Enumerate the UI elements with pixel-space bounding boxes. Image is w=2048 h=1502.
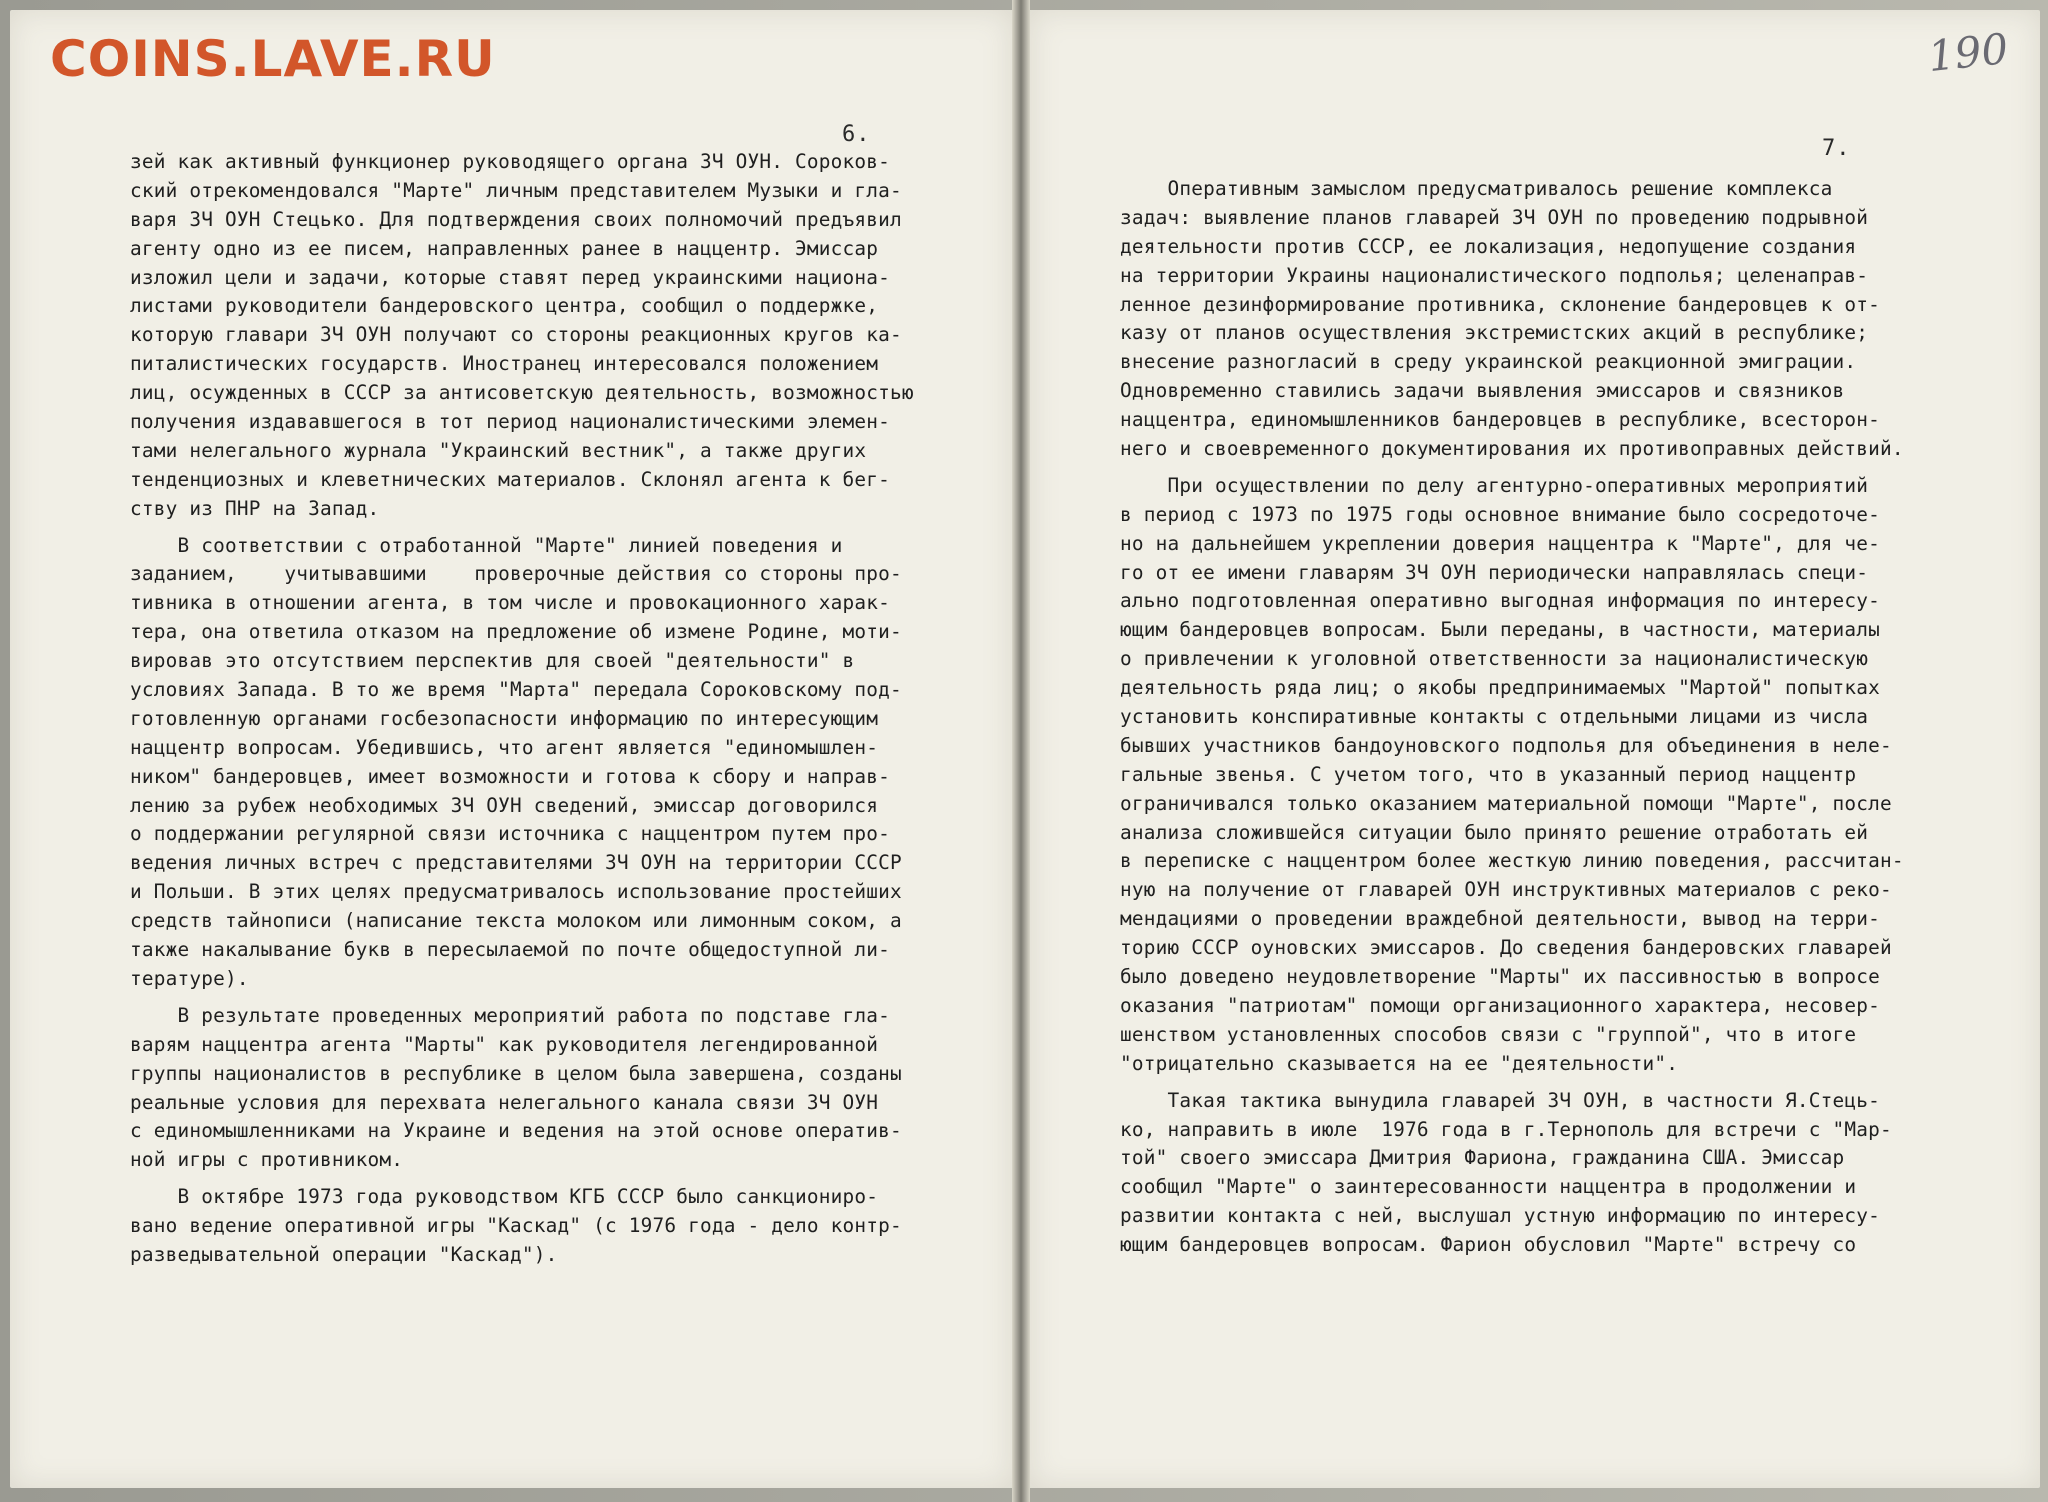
text-line: ству из ПНР на Запад. bbox=[130, 496, 380, 520]
text-line: агенту одно из ее писем, направленных ранее в наццентр. Эмиссар bbox=[130, 236, 879, 260]
text-line: При осуществлении по делу агентурно-оперативных мероприятий bbox=[1120, 473, 1869, 497]
paragraph-gap bbox=[130, 994, 914, 1002]
text-line: группы националистов в республике в целом была завершена, созданы bbox=[130, 1061, 902, 1085]
text-line: и Польши. В этих целях предусматривалось использование простейших bbox=[130, 880, 902, 904]
text-line: развитии контакта с ней, выслушал устную информацию по интересу- bbox=[1120, 1204, 1880, 1228]
paragraph-gap bbox=[130, 524, 914, 532]
text-line: сообщил "Марте" о заинтересованности наццентра в продолжении и bbox=[1120, 1175, 1857, 1199]
text-line: готовленную органами госбезопасности информацию по интересующим bbox=[130, 706, 879, 730]
paragraph bbox=[1120, 175, 1904, 464]
text-line: ленное дезинформирование противника, склонение бандеровцев к от- bbox=[1120, 292, 1880, 316]
book-gutter bbox=[1012, 0, 1030, 1502]
text-line: которую главари ЗЧ ОУН получают со стороны реакционных кругов ка- bbox=[130, 323, 902, 347]
text-line: Такая тактика вынудила главарей ЗЧ ОУН, в частности Я.Стець- bbox=[1120, 1088, 1880, 1112]
text-line: ко, направить в июле 1976 года в г.Тернополь для встречи с "Мар- bbox=[1120, 1117, 1892, 1141]
paragraph-gap bbox=[1120, 1079, 1904, 1087]
left-page-body bbox=[130, 148, 914, 1270]
text-line: мендациями о проведении враждебной деятельности, вывод на терри- bbox=[1120, 907, 1880, 931]
text-line: ной игры с противником. bbox=[130, 1148, 404, 1172]
text-line: него и своевременного документирования их противоправных действий. bbox=[1120, 437, 1904, 461]
text-line: ющим бандеровцев вопросам. Были переданы, в частности, материалы bbox=[1120, 618, 1880, 642]
text-line: тами нелегального журнала "Украинский вестник", а также других bbox=[130, 438, 867, 462]
text-line: В октябре 1973 года руководством КГБ СССР было санкциониро- bbox=[130, 1185, 879, 1209]
page-number: 7. bbox=[1822, 136, 1851, 161]
text-line: о привлечении к уголовной ответственности за националистическую bbox=[1120, 647, 1869, 671]
paragraph-gap bbox=[1120, 464, 1904, 472]
text-line: лиц, осужденных в СССР за антисоветскую деятельность, возможностью bbox=[130, 381, 914, 405]
text-line: В соответствии с отработанной "Марте" линией поведения и bbox=[130, 533, 843, 557]
text-line: торию СССР оуновских эмиссаров. До сведения бандеровских главарей bbox=[1120, 936, 1892, 960]
text-line: "отрицательно сказывается на ее "деятельности". bbox=[1120, 1051, 1679, 1075]
text-line: ведения личных встреч с представителями ЗЧ ОУН на территории СССР bbox=[130, 851, 902, 875]
right-page-body bbox=[1120, 175, 1904, 1260]
text-line: средств тайнописи (написание текста молоком или лимонным соком, а bbox=[130, 909, 902, 933]
text-line: вировав это отсутствием перспектив для своей "деятельности" в bbox=[130, 649, 855, 673]
text-line: го от ее имени главарям ЗЧ ОУН периодически направлялась специ- bbox=[1120, 560, 1869, 584]
text-line: ально подготовленная оперативно выгодная информация по интересу- bbox=[1120, 589, 1880, 613]
text-line: варям наццентра агента "Марты" как руководителя легендированной bbox=[130, 1032, 879, 1056]
text-line: бывших участников бандоуновского подполья для объединения в неле- bbox=[1120, 733, 1892, 757]
text-line: листами руководители бандеровского центра, сообщил о поддержке, bbox=[130, 294, 879, 318]
text-line: реальные условия для перехвата нелегального канала связи ЗЧ ОУН bbox=[130, 1090, 879, 1114]
text-line: оказания "патриотам" помощи организационного характера, несовер- bbox=[1120, 993, 1880, 1017]
text-line: Оперативным замыслом предусматривалось решение комплекса bbox=[1120, 177, 1833, 200]
text-line: тературе). bbox=[130, 966, 249, 990]
paragraph bbox=[1120, 472, 1904, 1079]
handwritten-page-note: 190 bbox=[1925, 23, 2011, 82]
text-line: ющим бандеровцев вопросам. Фарион обусловил "Марте" встречу со bbox=[1120, 1233, 1857, 1257]
page-number: 6. bbox=[842, 122, 871, 147]
text-line: с единомышленниками на Украине и ведения на этой основе оператив- bbox=[130, 1119, 902, 1143]
text-line: тенденциозных и клеветнических материалов. Склонял агента к бег- bbox=[130, 467, 890, 491]
text-line: внесение разногласий в среду украинской реакционной эмиграции. bbox=[1120, 350, 1857, 374]
paragraph-gap bbox=[130, 1175, 914, 1183]
text-line: Одновременно ставились задачи выявления эмиссаров и связников bbox=[1120, 379, 1845, 403]
text-line: также накалывание букв в пересылаемой по почте общедоступной ли- bbox=[130, 938, 890, 962]
text-line: казу от планов осуществления экстремистских акций в республике; bbox=[1120, 321, 1869, 345]
text-line: тера, она ответила отказом на предложение об измене Родине, моти- bbox=[130, 620, 902, 644]
text-line: изложил цели и задачи, которые ставят перед украинскими национа- bbox=[130, 265, 890, 289]
watermark-logo: COINS.LAVE.RU bbox=[50, 30, 496, 88]
text-line: в период с 1973 по 1975 годы основное внимание было сосредоточе- bbox=[1120, 502, 1880, 526]
text-line: получения издававшегося в тот период националистическими элемен- bbox=[130, 410, 890, 434]
text-line: лению за рубеж необходимых ЗЧ ОУН сведений, эмиссар договорился bbox=[130, 793, 879, 817]
paragraph bbox=[130, 1002, 914, 1175]
text-line: на территории Украины националистического подполья; целенаправ- bbox=[1120, 263, 1869, 287]
text-line: той" своего эмиссара Дмитрия Фариона, гражданина США. Эмиссар bbox=[1120, 1146, 1845, 1170]
text-line: условиях Запада. В то же время "Марта" передала Сороковскому под- bbox=[130, 678, 902, 702]
text-line: задач: выявление планов главарей ЗЧ ОУН по проведению подрывной bbox=[1120, 205, 1869, 229]
text-line: в переписке с наццентром более жесткую линию поведения, рассчитан- bbox=[1120, 849, 1904, 873]
text-line: установить конспиративные контакты с отдельными лицами из числа bbox=[1120, 705, 1869, 729]
text-line: шенством установленных способов связи с "группой", что в итоге bbox=[1120, 1022, 1857, 1046]
text-line: ником" бандеровцев, имеет возможности и готова к сбору и направ- bbox=[130, 764, 890, 788]
text-line: В результате проведенных мероприятий работа по подставе гла- bbox=[130, 1003, 890, 1027]
text-line: варя ЗЧ ОУН Стецько. Для подтверждения своих полномочий предъявил bbox=[130, 207, 902, 231]
text-line: деятельность ряда лиц; о якобы предпринимаемых "Мартой" попытках bbox=[1120, 676, 1880, 700]
paragraph bbox=[130, 532, 914, 994]
text-line: наццентра, единомышленников бандеровцев в республике, всесторон- bbox=[1120, 408, 1880, 432]
text-line: зей как активный функционер руководящего органа ЗЧ ОУН. Сороков- bbox=[130, 150, 890, 173]
text-line: разведывательной операции "Каскад"). bbox=[130, 1242, 558, 1266]
text-line: ограничивался только оказанием материальной помощи "Марте", после bbox=[1120, 791, 1892, 815]
text-line: анализа сложившейся ситуации было принято решение отработать ей bbox=[1120, 820, 1869, 844]
text-line: о поддержании регулярной связи источника с наццентром путем про- bbox=[130, 822, 890, 846]
text-line: питалистических государств. Иностранец интересовался положением bbox=[130, 352, 879, 376]
text-line: гальные звенья. С учетом того, что в указанный период наццентр bbox=[1120, 762, 1857, 786]
paragraph bbox=[130, 1183, 914, 1270]
text-line: тивника в отношении агента, в том числе и провокационного харак- bbox=[130, 591, 890, 615]
text-line: наццентр вопросам. Убедившись, что агент является "единомышлен- bbox=[130, 735, 879, 759]
text-line: вано ведение оперативной игры "Каскад" (с 1976 года - дело контр- bbox=[130, 1214, 902, 1238]
text-line: но на дальнейшем укреплении доверия наццентра к "Марте", для че- bbox=[1120, 531, 1880, 555]
paragraph bbox=[130, 148, 914, 524]
text-line: было доведено неудовлетворение "Марты" их пассивностью в вопросе bbox=[1120, 965, 1880, 989]
text-line: заданием, учитывавшими проверочные действия со стороны про- bbox=[130, 562, 902, 586]
text-line: ную на получение от главарей ОУН инструктивных материалов с реко- bbox=[1120, 878, 1892, 902]
text-line: деятельности против СССР, ее локализация, недопущение создания bbox=[1120, 234, 1857, 258]
text-line: ский отрекомендовался "Марте" личным представителем Музыки и гла- bbox=[130, 178, 902, 202]
paragraph bbox=[1120, 1087, 1904, 1260]
